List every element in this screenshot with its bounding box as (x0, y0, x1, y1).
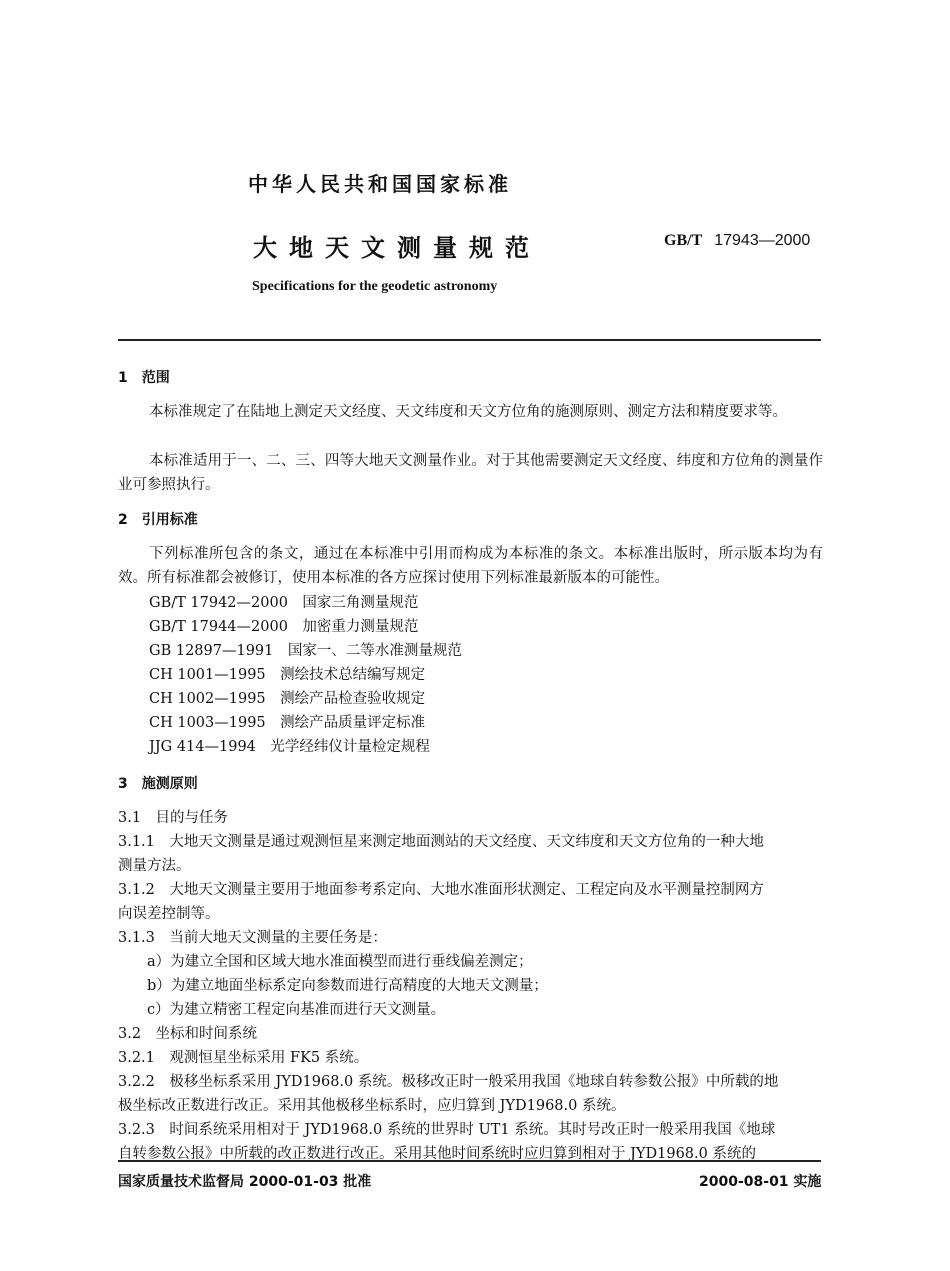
reference-item: CH 1003—1995 测绘产品质量评定标准 (149, 715, 426, 731)
clause-3-1-1-line-2: 测量方法。 (118, 858, 191, 874)
list-item: a）为建立全国和区域大地水准面模型而进行垂线偏差测定； (147, 954, 533, 970)
english-title: Specifications for the geodetic astronomy (252, 279, 498, 294)
approval-date: 国家质量技术监督局 2000-01-03 批准 (118, 1174, 372, 1190)
clause-3-1-3: 3.1.3 当前大地天文测量的主要任务是： (118, 930, 387, 946)
standard-prefix: GB/T (664, 232, 703, 249)
effective-date: 2000-08-01 实施 (699, 1174, 822, 1190)
clause-3-2-2-line-1: 3.2.2 极移坐标系采用 JYD1968.0 系统。极移改正时一般采用我国《地球自转参数公报》中所载的地 (118, 1074, 779, 1090)
clause-3-1-1-line-1: 3.1.1 大地天文测量是通过观测恒星来测定地面测站的天文经度、天文纬度和天文方位角的一种大地 (118, 834, 764, 850)
clause-3-1: 3.1 目的与任务 (118, 810, 229, 826)
clause-3-2-1: 3.2.1 观测恒星坐标采用 FK5 系统。 (118, 1050, 369, 1066)
list-item: b）为建立地面坐标系定向参数而进行高精度的大地天文测量； (147, 978, 548, 994)
clause-3-2-2-line-2: 极坐标改正数进行改正。采用其他极移坐标系时，应归算到 JYD1968.0 系统。 (118, 1098, 626, 1114)
standard-number (664, 232, 810, 250)
clause-3-1-2-line-2: 向误差控制等。 (118, 906, 220, 922)
reference-item: JJG 414—1994 光学经纬仪计量检定规程 (149, 739, 430, 755)
standard-code: 17943—2000 (714, 232, 811, 249)
reference-item: CH 1001—1995 测绘技术总结编写规定 (149, 667, 426, 683)
clause-3-1-2-line-1: 3.1.2 大地天文测量主要用于地面参考系定向、大地水准面形状测定、工程定向及水平测量控制网方 (118, 882, 764, 898)
section-3-heading: 3 施测原则 (118, 776, 198, 792)
reference-item: CH 1002—1995 测绘产品检查验收规定 (149, 691, 426, 707)
reference-item: GB 12897—1991 国家一、二等水准测量规范 (149, 643, 462, 659)
section-2-heading: 2 引用标准 (118, 512, 198, 528)
section-1-paragraph-2: 本标准适用于一、二、三、四等大地天文测量作业。对于其他需要测定天文经度、纬度和方位角的测量作业可参照执行。 (118, 453, 823, 493)
section-2-paragraph: 下列标准所包含的条文，通过在本标准中引用而构成为本标准的条文。本标准出版时，所示版本均为有效。所有标准都会被修订，使用本标准的各方应探讨使用下列标准最新版本的可能性。 (118, 546, 823, 586)
clause-3-2: 3.2 坐标和时间系统 (118, 1026, 258, 1042)
bottom-divider (118, 1160, 821, 1162)
list-item: c）为建立精密工程定向基准而进行天文测量。 (147, 1002, 446, 1018)
clause-3-2-3-line-2: 自转参数公报》中所载的改正数进行改正。采用其他时间系统时应归算到相对于 JYD1968.0 系统的 (118, 1146, 756, 1162)
top-divider (118, 339, 821, 341)
document-title: 大地天文测量规范 (253, 234, 541, 262)
clause-3-2-3-line-1: 3.2.3 时间系统采用相对于 JYD1968.0 系统的世界时 UT1 系统。其时号改正时一般采用我国《地球 (118, 1122, 776, 1138)
reference-item: GB/T 17942—2000 国家三角测量规范 (149, 595, 419, 611)
section-1-paragraph-1: 本标准规定了在陆地上测定天文经度、天文纬度和天文方位角的施测原则、测定方法和精度要求等。 (149, 404, 787, 420)
reference-item: GB/T 17944—2000 加密重力测量规范 (149, 619, 419, 635)
national-standard-heading: 中华人民共和国国家标准 (248, 172, 512, 196)
section-1-heading: 1 范围 (118, 370, 170, 386)
